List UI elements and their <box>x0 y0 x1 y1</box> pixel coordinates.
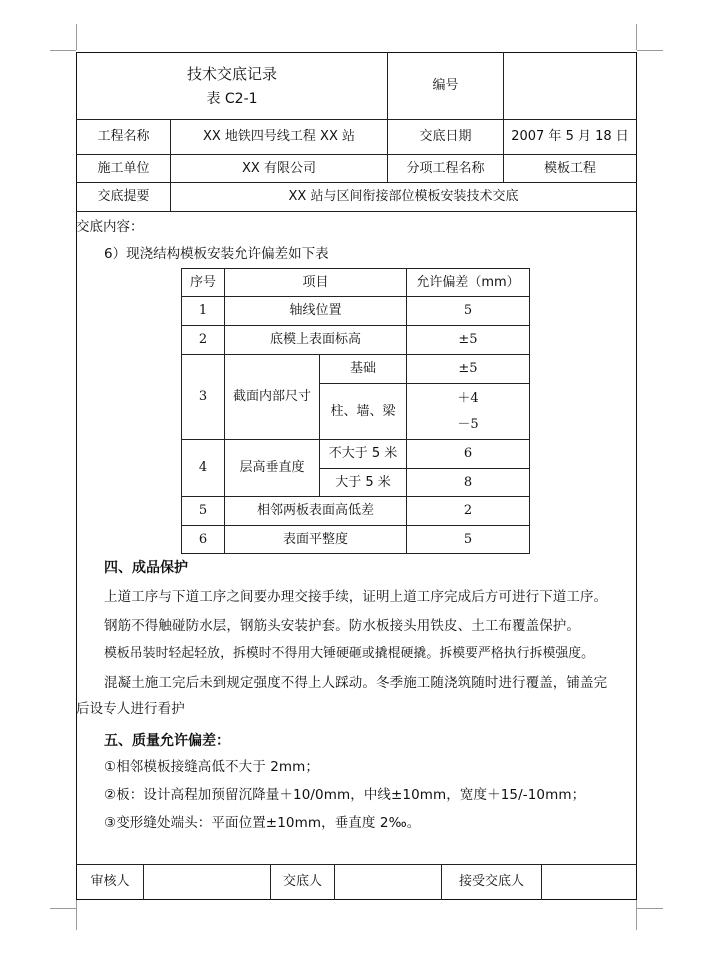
col-header-no: 序号 <box>189 274 216 290</box>
paragraph: 混凝土施工完后未到规定强度不得上人踩动。冬季施工随浇筑随时进行覆盖，铺盖完 <box>104 675 608 691</box>
row-no: 4 <box>198 460 208 476</box>
col-header-tolerance: 允许偏差（mm） <box>416 274 520 290</box>
row-value-minus: －5 <box>457 416 479 432</box>
summary-label: 交底提要 <box>97 189 150 205</box>
section-heading: 五、质量允许偏差： <box>104 733 230 749</box>
form-title-block <box>77 53 387 119</box>
subproject-label: 分项工程名称 <box>406 160 485 176</box>
paragraph: ③变形缝处端头：平面位置±10mm，垂直度 2‰。 <box>104 815 421 831</box>
paragraph: 后设专人进行看护 <box>76 701 185 717</box>
row-no: 5 <box>198 503 208 519</box>
form-title: 技术交底记录 <box>186 64 277 83</box>
crop-mark <box>637 908 663 909</box>
crop-mark <box>636 900 637 930</box>
row-value: 6 <box>463 446 473 462</box>
disclosure-date-value: 2007 年 5 月 18 日 <box>511 129 629 145</box>
form-border <box>76 899 637 900</box>
grid-line <box>181 553 530 554</box>
row-subitem: 大于 5 米 <box>335 474 391 490</box>
col-header-item: 项目 <box>302 274 329 290</box>
content-label: 交底内容： <box>76 219 144 235</box>
row-item: 层高垂直度 <box>239 460 305 476</box>
grid-line <box>529 268 530 554</box>
row-subitem: 基础 <box>349 361 376 377</box>
project-name-value: XX 地铁四号线工程 XX 站 <box>202 129 356 145</box>
crop-mark <box>637 50 663 51</box>
subproject-value: 模板工程 <box>543 160 596 176</box>
discloser-label: 交底人 <box>282 874 322 890</box>
row-value <box>407 384 529 439</box>
row-value-plus: ＋4 <box>457 390 479 406</box>
form-number-code: 表 C2-1 <box>206 90 258 107</box>
paragraph: 上道工序与下道工序之间要办理交接手续，证明上道工序完成后方可进行下道工序。 <box>104 589 608 605</box>
row-value: ±5 <box>458 361 478 377</box>
row-value: 2 <box>463 503 473 519</box>
row-item: 表面平整度 <box>282 531 348 547</box>
grid-line <box>76 211 637 212</box>
crop-mark <box>636 24 637 50</box>
row-value: 5 <box>463 303 473 319</box>
row-item: 截面内部尺寸 <box>232 389 311 405</box>
summary-value: XX 站与区间衔接部位模板安装技术交底 <box>288 189 519 205</box>
section-heading: 四、成品保护 <box>104 560 188 576</box>
row-no: 6 <box>198 531 208 547</box>
disclosure-date-label: 交底日期 <box>419 129 472 145</box>
construction-unit-value: XX 有限公司 <box>242 160 316 176</box>
construction-unit-label: 施工单位 <box>97 160 150 176</box>
reviewer-label: 审核人 <box>90 874 130 890</box>
row-no: 3 <box>198 389 208 405</box>
row-subitem: 不大于 5 米 <box>328 446 398 462</box>
number-label: 编号 <box>432 78 459 94</box>
paragraph: ②板：设计高程加预留沉降量＋10/0mm，中线±10mm，宽度＋15/-10mm； <box>104 787 586 803</box>
paragraph: 钢筋不得触碰防水层，钢筋头安装护套。防水板接头用铁皮、土工布覆盖保护。 <box>104 618 580 634</box>
receiver-value <box>542 865 636 899</box>
project-name-label: 工程名称 <box>97 129 150 145</box>
row-no: 2 <box>198 332 208 348</box>
paragraph: ①相邻模板接缝高低不大于 2mm； <box>104 759 319 775</box>
row-item: 轴线位置 <box>289 303 342 319</box>
row-subitem: 柱、墙、梁 <box>330 403 396 419</box>
number-value <box>504 53 636 119</box>
row-value: ±5 <box>458 332 478 348</box>
row-value: 8 <box>463 474 473 490</box>
crop-mark <box>76 24 77 50</box>
receiver-label: 接受交底人 <box>458 874 524 890</box>
crop-mark <box>76 900 77 930</box>
paragraph: 模板吊装时轻起轻放，拆模时不得用大锤硬砸或撬棍硬撬。拆模要严格执行拆模强度。 <box>104 646 595 661</box>
crop-mark <box>50 908 76 909</box>
row-item: 相邻两板表面高低差 <box>256 503 374 519</box>
row-item: 底模上表面标高 <box>269 332 361 348</box>
crop-mark <box>50 50 76 51</box>
reviewer-value <box>144 865 270 899</box>
row-no: 1 <box>198 303 208 319</box>
table-intro: 6）现浇结构模板安装允许偏差如下表 <box>104 246 329 262</box>
discloser-value <box>335 865 441 899</box>
form-border <box>636 52 637 900</box>
row-value: 5 <box>463 531 473 547</box>
